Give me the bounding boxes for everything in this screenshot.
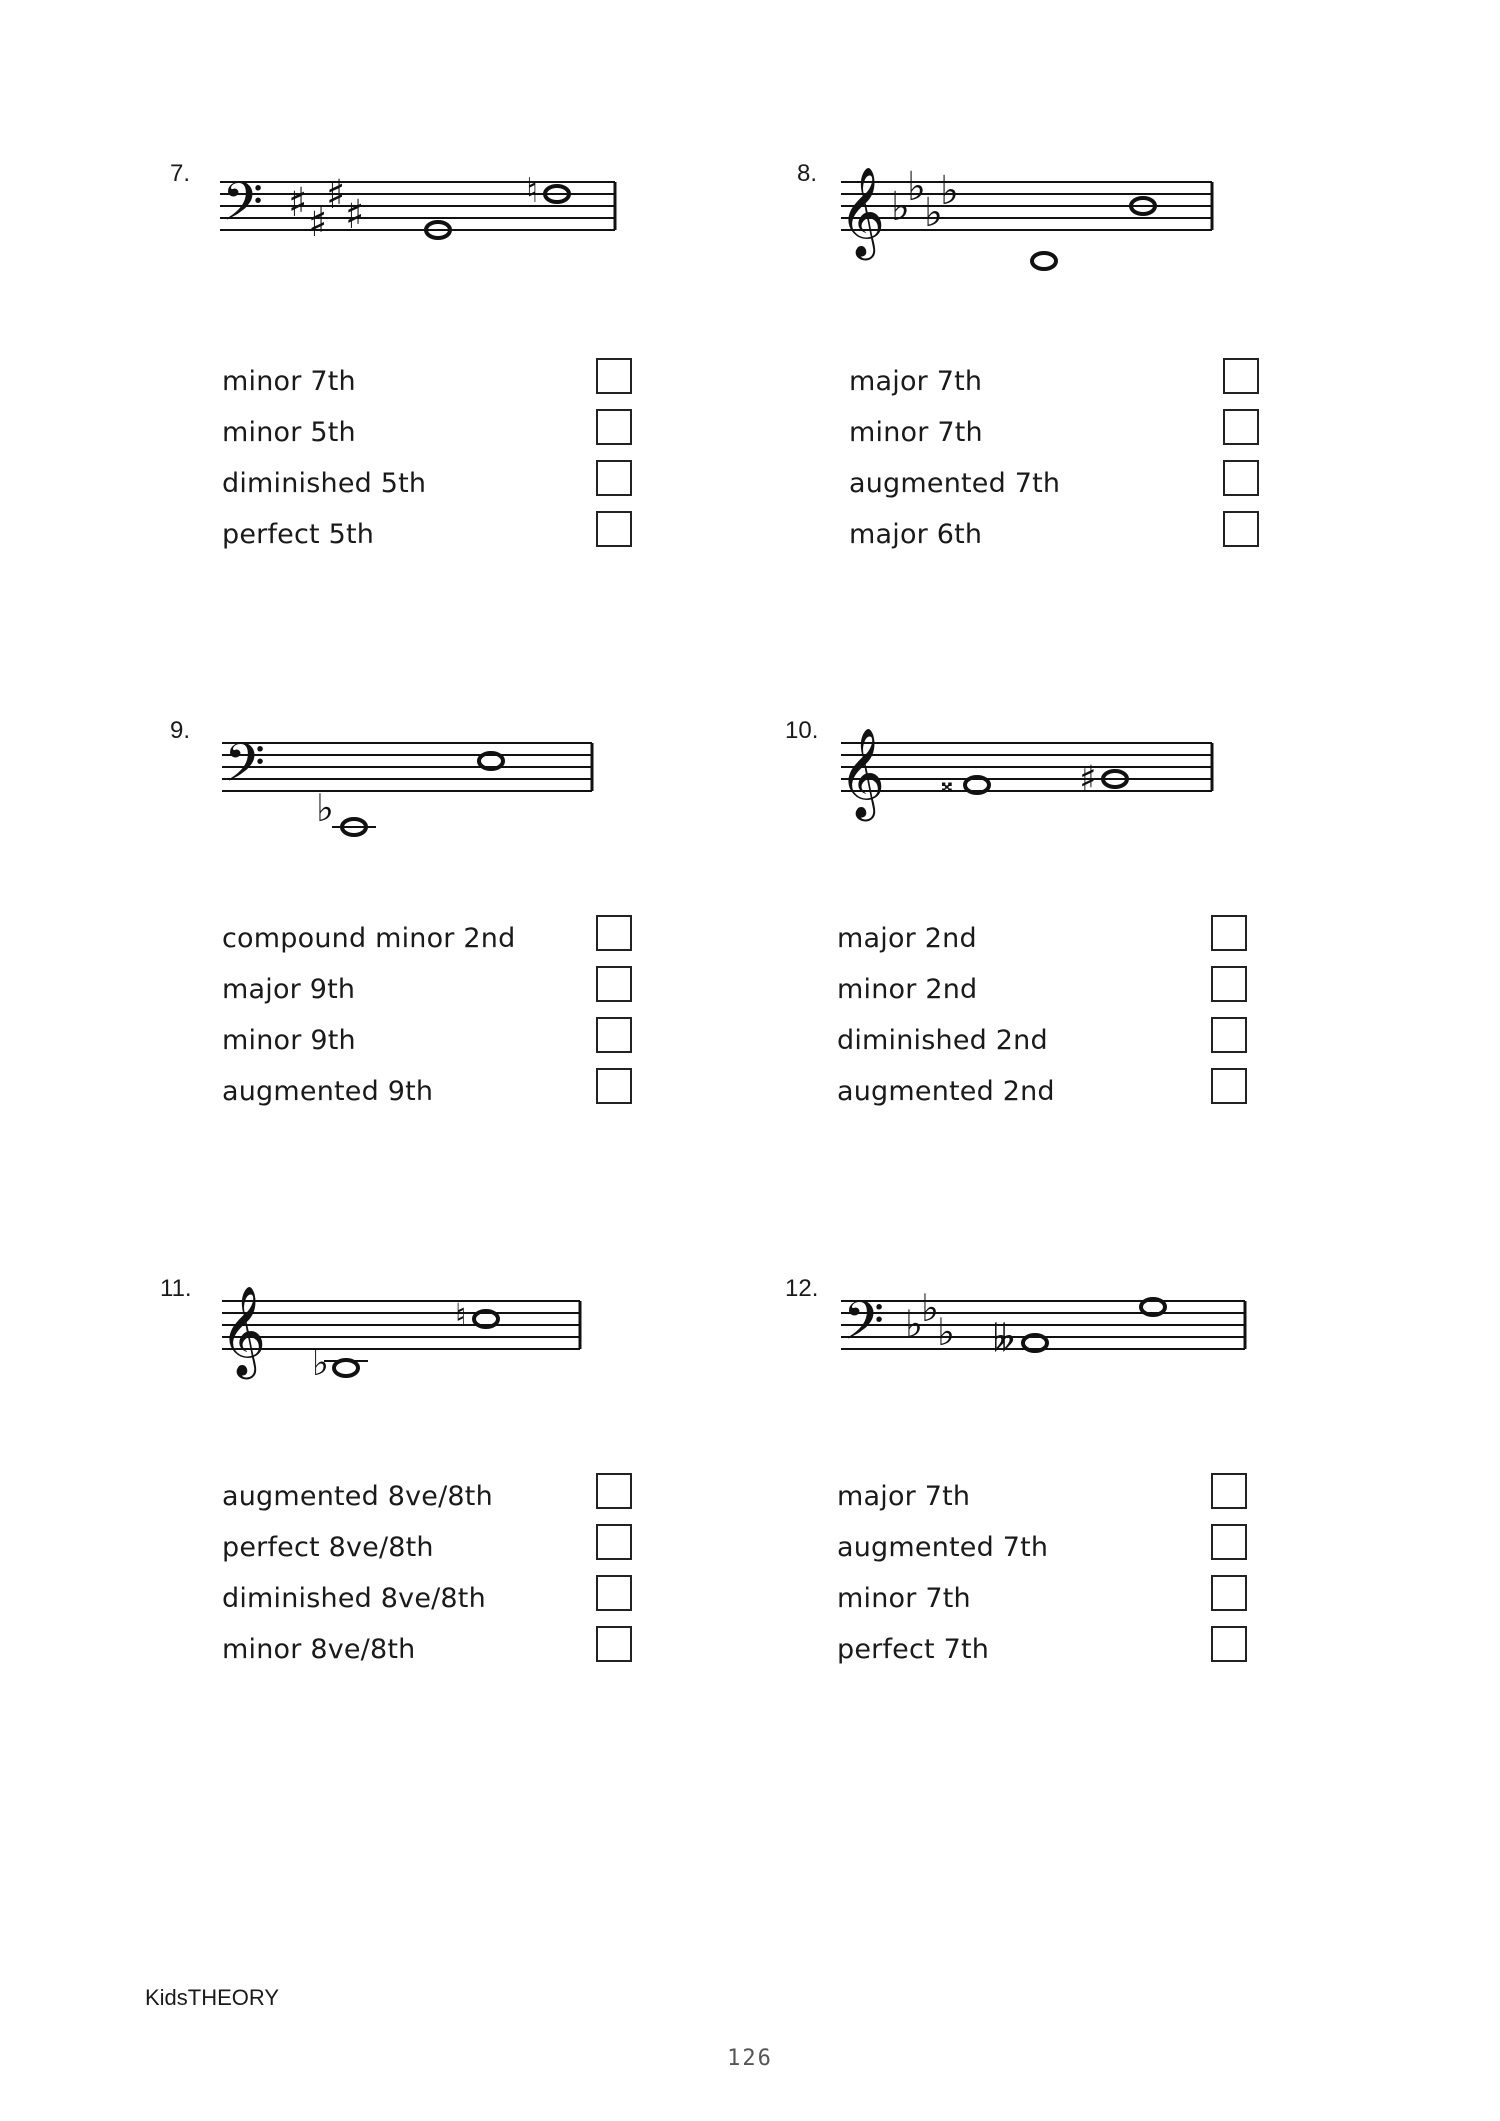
answer-option: [222, 1626, 652, 1677]
answer-options: [849, 358, 1279, 562]
answer-options: [837, 1473, 1267, 1677]
option-label: perfect 5th: [222, 519, 375, 550]
music-staff: [785, 1275, 1265, 1415]
bass-clef-icon: 𝄢: [843, 1291, 885, 1365]
answer-checkbox[interactable]: [1211, 1017, 1247, 1053]
answer-option: [837, 966, 1267, 1017]
flat-icon: ♭: [312, 1343, 329, 1384]
answer-checkbox[interactable]: [596, 1473, 632, 1509]
question-9: [170, 717, 730, 1157]
option-label: diminished 5th: [222, 468, 427, 499]
answer-option: [222, 358, 652, 409]
flat-icon: ♭: [924, 190, 943, 236]
answer-checkbox[interactable]: [1211, 915, 1247, 951]
sharp-icon: ♯: [345, 192, 365, 238]
flat-icon: ♭: [907, 164, 926, 210]
answer-checkbox[interactable]: [596, 1017, 632, 1053]
answer-checkbox[interactable]: [1211, 1575, 1247, 1611]
flat-icon: ♭: [891, 184, 910, 230]
option-label: major 9th: [222, 974, 356, 1005]
bass-clef-icon: 𝄢: [224, 733, 266, 807]
option-label: major 2nd: [837, 923, 977, 954]
answer-options: [837, 915, 1267, 1119]
question-11: [160, 1275, 720, 1715]
option-label: augmented 7th: [849, 468, 1061, 499]
question-number: 11.: [160, 1275, 192, 1302]
answer-checkbox[interactable]: [596, 966, 632, 1002]
answer-option: [837, 1524, 1267, 1575]
option-label: minor 8ve/8th: [222, 1634, 416, 1665]
music-staff: [170, 160, 650, 300]
answer-checkbox[interactable]: [596, 1626, 632, 1662]
answer-checkbox[interactable]: [596, 915, 632, 951]
flat-icon: ♭: [921, 1286, 939, 1330]
option-label: compound minor 2nd: [222, 923, 516, 954]
option-label: augmented 7th: [837, 1532, 1049, 1563]
answer-option: [837, 1473, 1267, 1524]
question-10: [785, 717, 1345, 1157]
answer-option: [222, 460, 652, 511]
question-number: 8.: [797, 160, 818, 187]
music-staff: [785, 717, 1265, 857]
option-label: augmented 9th: [222, 1076, 434, 1107]
sharp-icon: ♯: [308, 200, 328, 246]
sharp-icon: ♯: [288, 180, 308, 226]
answer-option: [849, 460, 1279, 511]
option-label: augmented 8ve/8th: [222, 1481, 493, 1512]
question-number: 7.: [170, 160, 191, 187]
natural-icon: ♮: [455, 1296, 467, 1334]
treble-clef-icon: 𝄞: [839, 167, 886, 257]
answer-checkbox[interactable]: [1211, 1626, 1247, 1662]
answer-option: [837, 1575, 1267, 1626]
option-label: diminished 8ve/8th: [222, 1583, 486, 1614]
answer-option: [222, 1473, 652, 1524]
answer-option: [837, 915, 1267, 966]
whole-note: [334, 1360, 358, 1376]
answer-option: [222, 511, 652, 562]
option-label: minor 7th: [837, 1583, 971, 1614]
question-8: [797, 160, 1357, 600]
answer-options: [222, 1473, 652, 1677]
answer-checkbox[interactable]: [1211, 1524, 1247, 1560]
music-staff: [170, 717, 650, 857]
answer-option: [837, 1626, 1267, 1677]
option-label: minor 2nd: [837, 974, 978, 1005]
option-label: minor 7th: [849, 417, 983, 448]
answer-option: [222, 1017, 652, 1068]
question-number: 9.: [170, 717, 191, 744]
answer-options: [222, 358, 652, 562]
answer-checkbox[interactable]: [1223, 511, 1259, 547]
answer-checkbox[interactable]: [1223, 409, 1259, 445]
treble-clef-icon: 𝄞: [839, 728, 886, 818]
answer-checkbox[interactable]: [1223, 358, 1259, 394]
answer-option: [837, 1017, 1267, 1068]
page-number: 126: [727, 2046, 773, 2071]
option-label: major 6th: [849, 519, 983, 550]
sharp-icon: ♯: [1079, 759, 1097, 800]
double-flat-icon: 𝄫: [993, 1319, 1015, 1360]
answer-option: [222, 1524, 652, 1575]
answer-checkbox[interactable]: [596, 1524, 632, 1560]
treble-clef-icon: 𝄞: [220, 1286, 267, 1376]
flat-icon: ♭: [316, 786, 334, 830]
answer-options: [222, 915, 652, 1119]
answer-option: [222, 409, 652, 460]
brand-footer: KidsTHEORY: [145, 1985, 280, 2010]
answer-checkbox[interactable]: [596, 1575, 632, 1611]
answer-checkbox[interactable]: [596, 409, 632, 445]
answer-checkbox[interactable]: [596, 358, 632, 394]
music-staff: [797, 160, 1277, 300]
option-label: major 7th: [837, 1481, 971, 1512]
answer-checkbox[interactable]: [596, 460, 632, 496]
answer-checkbox[interactable]: [1223, 460, 1259, 496]
natural-icon: ♮: [526, 171, 539, 211]
double-sharp-icon: 𝄪: [941, 769, 953, 799]
answer-option: [849, 409, 1279, 460]
sharp-icon: ♯: [326, 172, 346, 218]
flat-icon: ♭: [937, 1310, 955, 1354]
answer-option: [837, 1068, 1267, 1119]
flat-icon: ♭: [905, 1302, 923, 1346]
option-label: augmented 2nd: [837, 1076, 1055, 1107]
option-label: major 7th: [849, 366, 983, 397]
answer-checkbox[interactable]: [1211, 1473, 1247, 1509]
option-label: minor 9th: [222, 1025, 356, 1056]
answer-option: [222, 1068, 652, 1119]
option-label: perfect 7th: [837, 1634, 990, 1665]
answer-checkbox[interactable]: [1211, 966, 1247, 1002]
option-label: minor 5th: [222, 417, 356, 448]
answer-checkbox[interactable]: [596, 511, 632, 547]
answer-option: [222, 966, 652, 1017]
question-number: 10.: [785, 717, 819, 744]
option-label: minor 7th: [222, 366, 356, 397]
music-staff: [160, 1275, 640, 1425]
question-12: [785, 1275, 1345, 1715]
bass-clef-icon: 𝄢: [222, 172, 264, 246]
flat-icon: ♭: [940, 168, 959, 214]
question-number: 12.: [785, 1275, 819, 1302]
option-label: diminished 2nd: [837, 1025, 1048, 1056]
whole-note: [1032, 253, 1056, 269]
option-label: perfect 8ve/8th: [222, 1532, 434, 1563]
answer-option: [222, 1575, 652, 1626]
answer-option: [849, 511, 1279, 562]
answer-option: [849, 358, 1279, 409]
answer-checkbox[interactable]: [596, 1068, 632, 1104]
answer-checkbox[interactable]: [1211, 1068, 1247, 1104]
answer-option: [222, 915, 652, 966]
question-7: [170, 160, 730, 600]
